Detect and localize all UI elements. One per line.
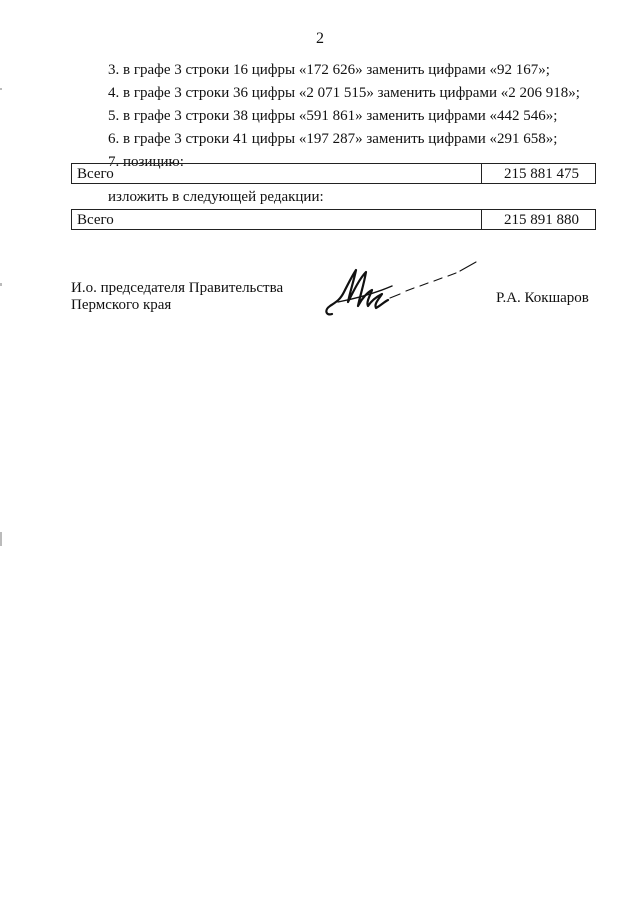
amendment-item: 5. в графе 3 строки 38 цифры «591 861» заменить цифрами «442 546»; [108,108,558,124]
amendment-item: 7. позицию: [108,154,184,170]
margin-mark [0,532,2,546]
amendments-list [108,59,580,174]
amendment-item: 3. в графе 3 строки 16 цифры «172 626» заменить цифрами «92 167»; [108,62,550,78]
margin-mark [0,88,2,90]
new-total-label: Всего [72,210,482,229]
margin-mark [0,283,2,286]
new-total-value: 215 891 880 [504,212,579,228]
restate-text: изложить в следующей редакции: [108,189,324,205]
page-number: 2 [316,30,324,47]
old-total-table [71,163,596,184]
old-total-label: Всего [72,164,482,183]
amendment-item: 4. в графе 3 строки 36 цифры «2 071 515» заменить цифрами «2 206 918»; [108,85,580,101]
old-total-value: 215 881 475 [504,166,579,182]
signatory-title-line2: Пермского края [71,297,172,313]
new-total-table [71,209,596,230]
handwritten-signature [318,256,483,322]
signatory-name: Р.А. Кокшаров [496,290,589,306]
amendment-item: 6. в графе 3 строки 41 цифры «197 287» заменить цифрами «291 658»; [108,131,558,147]
signatory-title [71,280,283,314]
signatory-title-line1: И.о. председателя Правительства [71,280,284,296]
